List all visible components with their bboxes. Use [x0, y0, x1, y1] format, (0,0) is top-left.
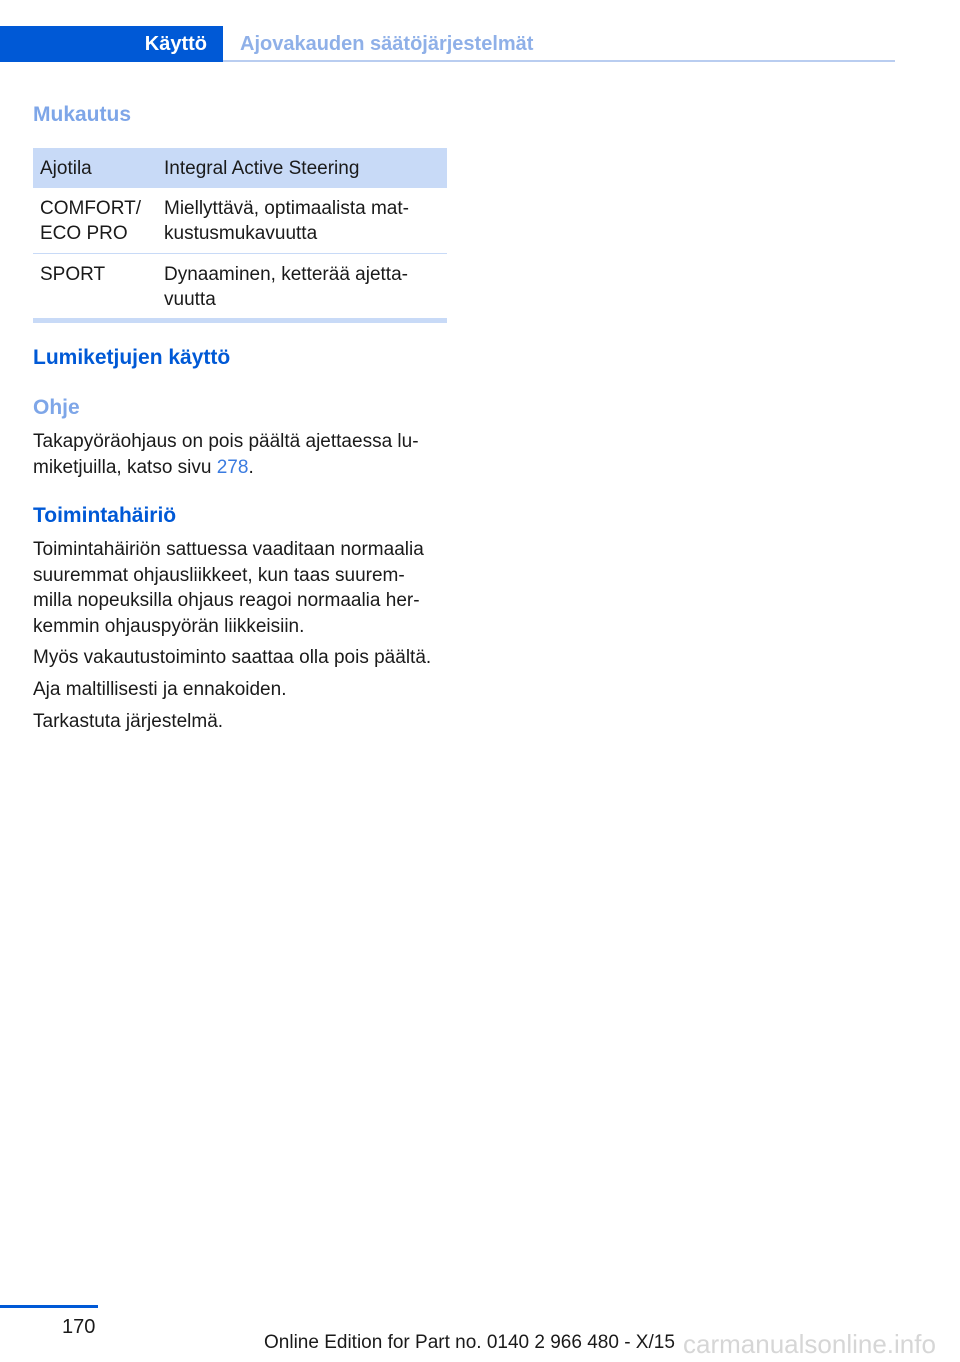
page-reference-link[interactable]: 278	[216, 456, 249, 478]
text-line: Takapyöräohjaus on pois päältä ajettaessa lu-	[33, 431, 419, 452]
check-system-note: Tarkastuta järjestelmä.	[33, 711, 224, 732]
page-number: 170	[62, 1316, 96, 1338]
text-line: suuremmat ohjausliikkeet, kun taas suurem-	[33, 564, 405, 586]
snow-chains-heading: Lumiketjujen käyttö	[33, 346, 231, 369]
mode-text-line: COMFORT/	[40, 198, 141, 219]
text-fragment: miketjuilla, katso sivu	[33, 456, 217, 478]
watermark: carmanualsonline.info	[683, 1329, 936, 1359]
table-row	[33, 188, 447, 254]
text-line: kemmin ohjauspyörän liikkeisiin.	[33, 615, 305, 637]
footer-rule	[0, 1305, 98, 1308]
mode-text-line: SPORT	[40, 264, 106, 285]
malfunction-paragraph	[33, 537, 451, 639]
table-bottom-rule	[33, 318, 447, 323]
table-cell-mode	[33, 254, 157, 320]
table-header-steering: Integral Active Steering	[157, 148, 447, 188]
mode-text-line: ECO PRO	[40, 223, 128, 244]
note-paragraph	[33, 429, 451, 480]
note-heading: Ohje	[33, 396, 80, 419]
description-text-line: Dynaaminen, ketterää ajetta-	[164, 264, 408, 285]
text-line: milla nopeuksilla ohjaus reagoi normaalia her-	[33, 590, 420, 611]
text-fragment: .	[248, 456, 254, 478]
table-cell-description	[157, 188, 447, 254]
description-text-line: vuutta	[164, 289, 216, 310]
table-cell-mode	[33, 188, 157, 254]
drive-carefully-note: Aja maltillisesti ja ennakoiden.	[33, 679, 287, 700]
section-title: Ajovakauden säätöjärjestelmät	[240, 33, 534, 55]
table-header-mode: Ajotila	[33, 148, 157, 188]
text-line	[33, 455, 451, 481]
edition-text: Online Edition for Part no. 0140 2 966 480 - X/15	[264, 1332, 675, 1353]
header-divider	[223, 60, 895, 62]
text-line: Toimintahäiriön sattuessa vaaditaan normaalia	[33, 539, 424, 560]
drive-mode-table	[33, 148, 447, 319]
malfunction-heading: Toimintahäiriö	[33, 504, 177, 527]
chapter-tab[interactable]: Käyttö	[0, 26, 223, 62]
stability-note: Myös vakautustoiminto saattaa olla pois päältä.	[33, 647, 432, 668]
mukautus-heading: Mukautus	[33, 103, 132, 126]
table-row	[33, 254, 447, 320]
table-cell-description	[157, 254, 447, 320]
table-header-row	[33, 148, 447, 188]
description-text-line: Miellyttävä, optimaalista mat-	[164, 198, 409, 219]
description-text-line: kustusmukavuutta	[164, 223, 318, 244]
